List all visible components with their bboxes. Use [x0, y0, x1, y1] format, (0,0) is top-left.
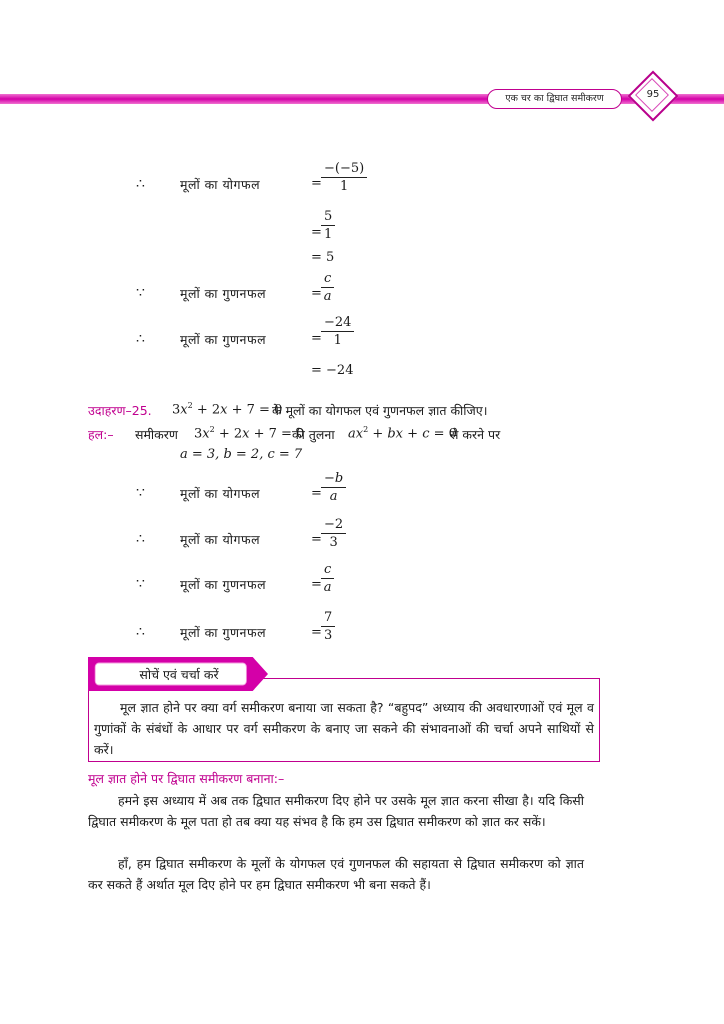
- numerator: −(−5): [321, 160, 367, 178]
- compare-text: से करने पर: [450, 427, 501, 442]
- numerator: −b: [321, 470, 346, 488]
- equals-sign: =: [311, 532, 322, 547]
- denominator: a: [323, 580, 332, 595]
- general-equation: $ax^2$ + bx + c = 0: [348, 425, 457, 442]
- fraction: [321, 609, 335, 644]
- fraction: [321, 270, 334, 305]
- denominator: 1: [333, 333, 342, 348]
- compare-text: की तुलना: [292, 427, 335, 442]
- denominator: 1: [324, 227, 333, 242]
- equals-sign: =: [311, 331, 322, 346]
- denominator: 3: [329, 535, 338, 550]
- equals-sign: =: [311, 486, 322, 501]
- section-paragraph-2: हाँ, हम द्विघात समीकरण के मूलों के योगफल एवं गुणनफल की सहायता से द्विघात समीकरण को ज्ञात कर सकते हैं अर्थात मूल दिए होने पर हम द्विघात समीकरण भी बना सकते हैं।: [88, 856, 584, 892]
- numerator: 7: [321, 609, 335, 627]
- discussion-title: सोचें एवं चर्चा करें: [139, 667, 219, 682]
- denominator: 1: [339, 179, 349, 194]
- equation: $3x^2 + 2x + 7 = 0$: [172, 401, 283, 418]
- equals-sign: =: [311, 225, 322, 240]
- denominator: a: [323, 289, 332, 304]
- equals-sign: =: [311, 577, 322, 592]
- therefore-symbol: ∴: [136, 331, 145, 347]
- therefore-symbol: ∴: [136, 624, 145, 640]
- example-label: उदाहरण–25.: [88, 403, 152, 418]
- therefore-symbol: ∴: [136, 531, 145, 547]
- therefore-symbol: ∴: [136, 176, 145, 192]
- solution-label: हल:–: [88, 427, 114, 442]
- denominator: a: [329, 489, 338, 504]
- product-of-roots-label: मूलों का गुणनफल: [180, 286, 267, 301]
- product-of-roots-label: मूलों का गुणनफल: [180, 625, 267, 640]
- equation: $3x^2 + 2x + 7 = 0$: [194, 425, 305, 442]
- sum-of-roots-label: मूलों का योगफल: [180, 486, 261, 501]
- equals-sign: =: [311, 625, 322, 640]
- fraction: [321, 160, 367, 195]
- numerator: −24: [321, 314, 354, 332]
- compare-text: समीकरण: [135, 427, 178, 442]
- discussion-text: मूल ज्ञात होने पर क्या वर्ग समीकरण बनाया जा सकता है? “बहुपद” अध्याय की अवधारणाओं एवं मूल व गुणांकों के संबंधों के आधार पर वर्ग समीकरण के बनाए जा सकने की संभावनाओं की चर्चा अपने साथियों से करें।: [94, 700, 594, 757]
- numerator: c: [321, 270, 334, 288]
- result-value: = −24: [311, 363, 354, 378]
- because-symbol: ∵: [136, 485, 145, 501]
- sum-of-roots-label: मूलों का योगफल: [180, 177, 261, 192]
- section-heading: मूल ज्ञात होने पर द्विघात समीकरण बनाना:–: [88, 771, 285, 786]
- coefficient-values: a = 3, b = 2, c = 7: [180, 447, 303, 462]
- equals-sign: =: [311, 176, 322, 191]
- fraction: [321, 561, 334, 596]
- fraction: [321, 470, 346, 505]
- numerator: c: [321, 561, 334, 579]
- product-of-roots-label: मूलों का गुणनफल: [180, 577, 267, 592]
- fraction: [321, 208, 335, 243]
- numerator: −2: [321, 516, 346, 534]
- sum-of-roots-label: मूलों का योगफल: [180, 532, 261, 547]
- section-paragraph-1: हमने इस अध्याय में अब तक द्विघात समीकरण दिए होने पर उसके मूल ज्ञात करना सीखा है। यदि किसी द्विघात समीकरण के मूल पता हो तब क्या यह संभव है कि हम उस द्विघात समीकरण को ज्ञात कर सकें।: [88, 793, 584, 829]
- chapter-title: एक चर का द्विघात समीकरण: [487, 89, 622, 109]
- result-value: = 5: [311, 250, 335, 265]
- fraction: [321, 314, 354, 349]
- fraction: [321, 516, 346, 551]
- because-symbol: ∵: [136, 576, 145, 592]
- example-text: के मूलों का योगफल एवं गुणनफल ज्ञात कीजिए।: [272, 403, 488, 418]
- because-symbol: ∵: [136, 285, 145, 301]
- product-of-roots-label: मूलों का गुणनफल: [180, 332, 267, 347]
- numerator: 5: [321, 208, 335, 226]
- denominator: 3: [324, 628, 333, 643]
- equals-sign: =: [311, 286, 322, 301]
- page-number: 95: [646, 89, 660, 100]
